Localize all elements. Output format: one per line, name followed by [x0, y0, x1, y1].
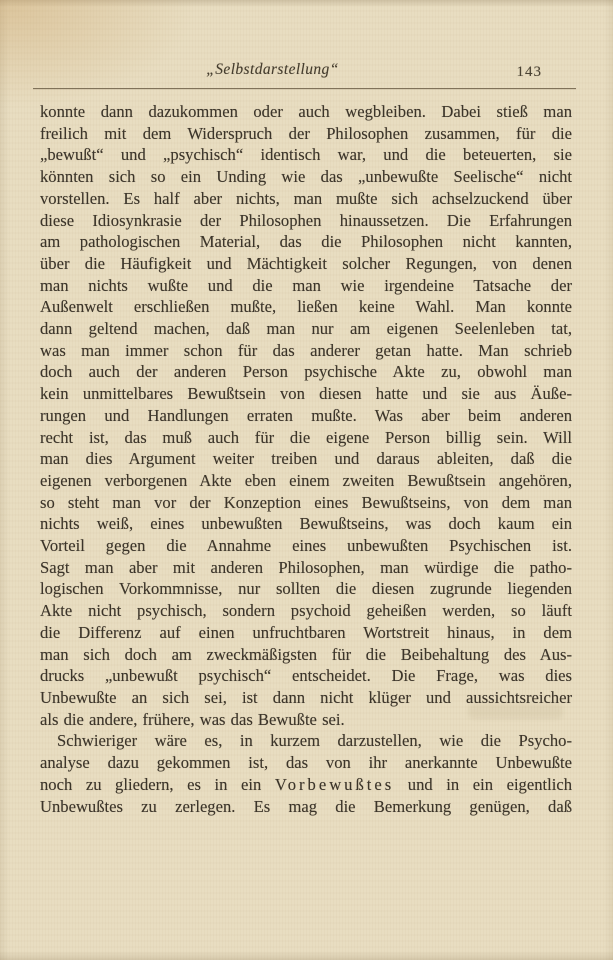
text-line: doch auch der anderen Person psychische Akte zu, obwohl man: [40, 362, 572, 382]
running-header: [33, 61, 576, 87]
page-number: 143: [516, 64, 542, 80]
text-line: nichts weiß, eines unbewußten Bewußtseins, was doch kaum ein: [40, 514, 572, 534]
paragraph: [40, 730, 572, 817]
text-line: noch zu gliedern, es in ein Vorbewußtes und in ein eigentlich: [40, 774, 573, 794]
text-line: analyse dazu gekommen ist, das von ihr anerkannte Unbewußte: [40, 753, 572, 773]
text-line: am pathologischen Material, das die Philosophen nicht kannten,: [40, 232, 572, 252]
text-line: könnten sich so ein Unding wie das „unbewußte Seelische“ nicht: [40, 167, 572, 187]
paragraph: [40, 101, 572, 730]
text-line: die Differenz auf einen unfruchtbaren Wortstreit hinaus, in dem: [40, 622, 572, 642]
text-line: konnte dann dazukommen oder auch wegbleiben. Dabei stieß man: [40, 102, 572, 121]
bleed-through-smudge: [468, 704, 563, 719]
header-rule: [33, 88, 576, 89]
text-line: eigenen verborgenen Akte eben einem zweiten Bewußtsein angehören,: [40, 470, 572, 490]
text-line: Außenwelt erschließen mußte, ließen keine Wahl. Man konnte: [40, 297, 572, 317]
text-line: dann geltend machen, daß man nur am eigenen Seelenleben tat,: [40, 319, 572, 339]
text-line: was man immer schon für das anderer getan hatte. Man schrieb: [40, 340, 572, 360]
text-line: man nichts wußte und die man wie irgendeine Tatsache der: [40, 275, 572, 295]
text-line: „bewußt“ und „psychisch“ identisch war, und die beteuerten, sie: [40, 145, 572, 165]
text-line: Akte nicht psychisch, sondern psychoid geheißen werden, so läuft: [40, 601, 572, 621]
spaced-emphasis: Vorbewußtes: [274, 774, 395, 794]
text-line: freilich mit dem Widerspruch der Philosophen zusammen, für die: [40, 123, 572, 143]
running-header-title: „Selbstdarstellung“: [206, 61, 339, 78]
text-line: diese Idiosynkrasie der Philosophen hinaussetzen. Die Erfahrungen: [40, 210, 572, 230]
text-line: logischen Vorkommnisse, nur sollten die diesen zugrunde liegenden: [40, 579, 572, 599]
text-line: so steht man vor der Konzeption eines Bewußtseins, von dem man: [40, 492, 572, 512]
text-line: rungen und Handlungen erraten mußte. Was aber beim anderen: [40, 405, 572, 425]
text-line: man dies Argument weiter treiben und daraus ableiten, daß die: [40, 449, 572, 469]
text-line: kein unmittelbares Bewußtsein von diesen hatte und sie aus Äuße-: [40, 384, 572, 404]
text-line: als die andere, frühere, was das Bewußte sei.: [40, 709, 345, 729]
text-line: über die Häufigkeit und Mächtigkeit solcher Regungen, von denen: [40, 253, 572, 273]
text-line: drucks „unbewußt psychisch“ entscheidet. Die Frage, was dies: [40, 666, 572, 686]
text-line: Vorteil gegen die Annahme eines unbewußten Psychischen ist.: [40, 536, 572, 556]
text-line: Sagt man aber mit anderen Philosophen, man würdige die patho-: [40, 557, 572, 577]
text-line: Schwieriger wäre es, in kurzem darzustellen, wie die Psycho-: [57, 731, 572, 751]
text-line: Unbewußtes zu zerlegen. Es mag die Bemerkung genügen, daß: [40, 796, 572, 816]
text-line: man sich doch am zweckmäßigsten für die Beibehaltung des Aus-: [40, 644, 572, 664]
text-line: recht ist, das muß auch für die eigene Person billig sein. Will: [40, 427, 572, 447]
text-line: Unbewußte an sich sei, ist dann nicht klüger und aussichtsreicher: [40, 687, 572, 707]
text-line: vorstellen. Es half aber nichts, man mußte sich achselzuckend über: [40, 188, 572, 208]
